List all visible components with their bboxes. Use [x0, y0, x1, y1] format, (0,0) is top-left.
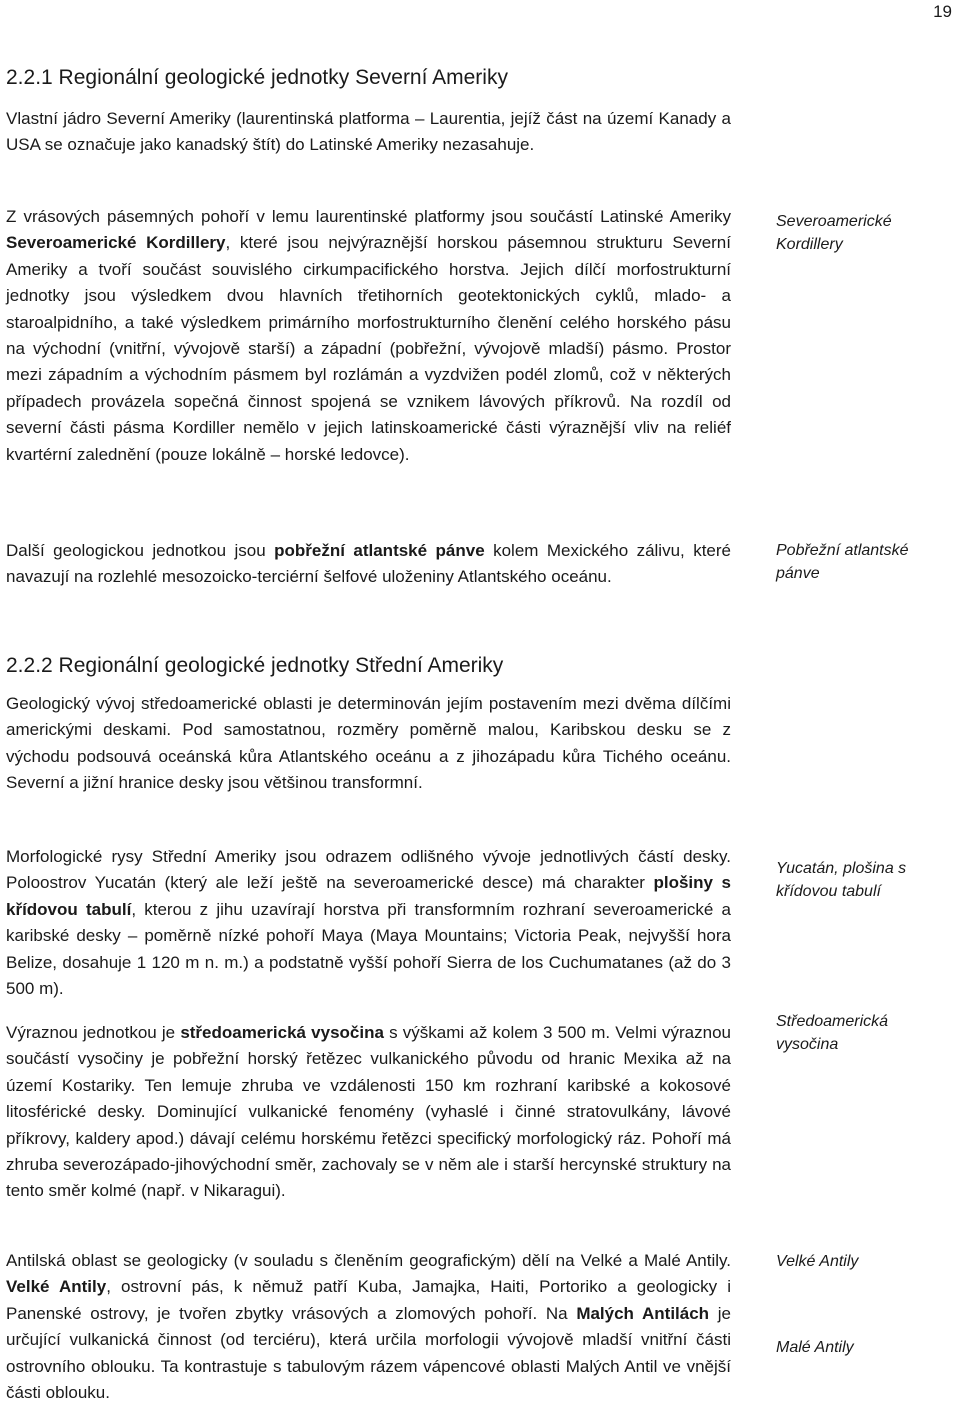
- paragraph: [6, 844, 731, 1002]
- section-heading-central-america: 2.2.2 Regionální geologické jednotky Střední Ameriky: [6, 654, 504, 677]
- paragraph: [6, 538, 731, 591]
- text-run: Z vrásových pásemných pohoří v lemu laurentinské platformy jsou součástí Latinské Ameriky: [6, 207, 731, 226]
- margin-note: Malé Antily: [776, 1339, 854, 1356]
- text-run: s výškami až kolem 3 500 m. Velmi výraznou součástí vysočiny je pobřežní horský řetězec vulkanického původu od hranic Mexika až na území Kostariky. Ten lemuje zhruba ve vzdálenosti 150 km rozhraní karibské a kokosové litosférické desky. Dominující vulkanické fenomény (vyhaslé i činné stratovulkány, lávové příkrovy, kaldery apod.) dávají celému horskému řetězci specifický morfologický ráz. Pohoří má zhruba severozápado-jihovýchodní směr, zachovaly se v něm ale i starší hercynské struktury na tento směr kolmé (např. v Nikaragui).: [6, 1023, 731, 1201]
- margin-note: Pobřežní atlantské pánve: [776, 542, 909, 582]
- text-run: je určující vulkanická činnost (od terciéru), která určila morfologii vývojově mladší vnitřní části ostrovního oblouku. Ta kontrastuje s tabulovým rázem vápencové oblasti Malých Antil ve vnější části oblouku.: [6, 1303, 731, 1403]
- bold-term: Malých Antilách: [576, 1303, 710, 1323]
- text-run: , kterou z jihu uzavírají horstva při transformním rozhraní severoamerické a karibské desky – poměrně nízké pohoří Maya (Maya Mountains; Victoria Peak, nejvyšší hora Belize, dosahuje 1 120 m n. m.) a podstatně vyšší pohoří Sierra de los Cuchumatanes (až do 3 500 m).: [6, 899, 731, 999]
- paragraph: [6, 1248, 731, 1406]
- bold-term: pobřežní atlantské pánve: [274, 541, 485, 560]
- margin-note: Velké Antily: [776, 1253, 859, 1270]
- text-run: Vlastní jádro Severní Ameriky (laurentinská platforma – Laurentia, jejíž část na území Kanady a USA se označuje jako kanadský štít) do Latinské Ameriky nezasahuje.: [6, 109, 731, 155]
- text-run: Další geologickou jednotkou jsou: [6, 541, 275, 560]
- page-number: 19: [933, 2, 952, 21]
- section-heading-north-america: 2.2.1 Regionální geologické jednotky Severní Ameriky: [6, 66, 508, 89]
- text-run: , které jsou nejvýraznější horskou pásemnou strukturu Severní Ameriky a tvoří součást souvislého cirkumpacifického horstva. Jejich dílčí morfostrukturní jednotky jsou výsledkem dvou hlavních třetihorních geotektonických cyklů, mlado- a staroalpidního, a také výsledkem primárního morfostrukturního členění celého horského pásu na východní (vnitřní, vývojově starší) a západní (pobřežní, vývojově mladší) pásmo. Prostor mezi západním a východním pásmem byl rozlámán a vyzdvižen podél zlomů, což v některých případech provázela sopečná činnost spojená se vznikem lávových příkrovů. Na rozdíl od severní části pásma Kordiller nemělo v jejich latinskoamerické části výraznější vliv na reliéf kvartérní zalednění (pouze lokálně – horské ledovce).: [6, 233, 731, 464]
- paragraph: [6, 106, 731, 159]
- text-run: Geologický vývoj středoamerické oblasti je determinován jejím postavením mezi dvěma dílčími americkými deskami. Pod samostatnou, rozměry poměrně malou, Karibskou desku se z východu podsouvá oceánská kůra Atlantského oceánu a z jihozápadu kůra Tichého oceánu. Severní a jižní hranice desky jsou většinou transformní.: [6, 694, 731, 793]
- bold-term: Severoamerické Kordillery: [6, 233, 226, 253]
- text-run: , ostrovní pás, k němuž patří Kuba, Jamajka, Haiti, Portoriko a geologicky i Panenské ostrovy, je tvořen zbytky vrásových a zlomových pohoří. Na: [6, 1277, 731, 1323]
- text-run: Antilská oblast se geologicky (v souladu s členěním geografickým) dělí na Velké a Malé Antily.: [6, 1251, 731, 1270]
- paragraph: [6, 1020, 731, 1205]
- margin-note: Středoamerická vysočina: [776, 1013, 889, 1053]
- bold-term: Velké Antily: [6, 1277, 107, 1297]
- text-run: Morfologické rysy Střední Ameriky jsou odrazem odlišného vývoje jednotlivých částí desky. Poloostrov Yucatán (který ale leží ještě na severoamerické desce) má charakter: [6, 847, 731, 893]
- paragraph: [6, 691, 731, 797]
- paragraph: [6, 204, 731, 468]
- margin-note: Severoamerické Kordillery: [776, 213, 892, 253]
- text-run: kolem Mexického zálivu, které navazují na rozlehlé mesozoicko-terciérní šelfové uloženiny Atlantského oceánu.: [6, 541, 731, 587]
- text-run: Výraznou jednotkou je: [6, 1023, 181, 1042]
- margin-note: Yucatán, plošina s křídovou tabulí: [776, 860, 907, 900]
- bold-term: plošiny s křídovou tabulí: [6, 873, 731, 919]
- bold-term: středoamerická vysočina: [180, 1023, 384, 1042]
